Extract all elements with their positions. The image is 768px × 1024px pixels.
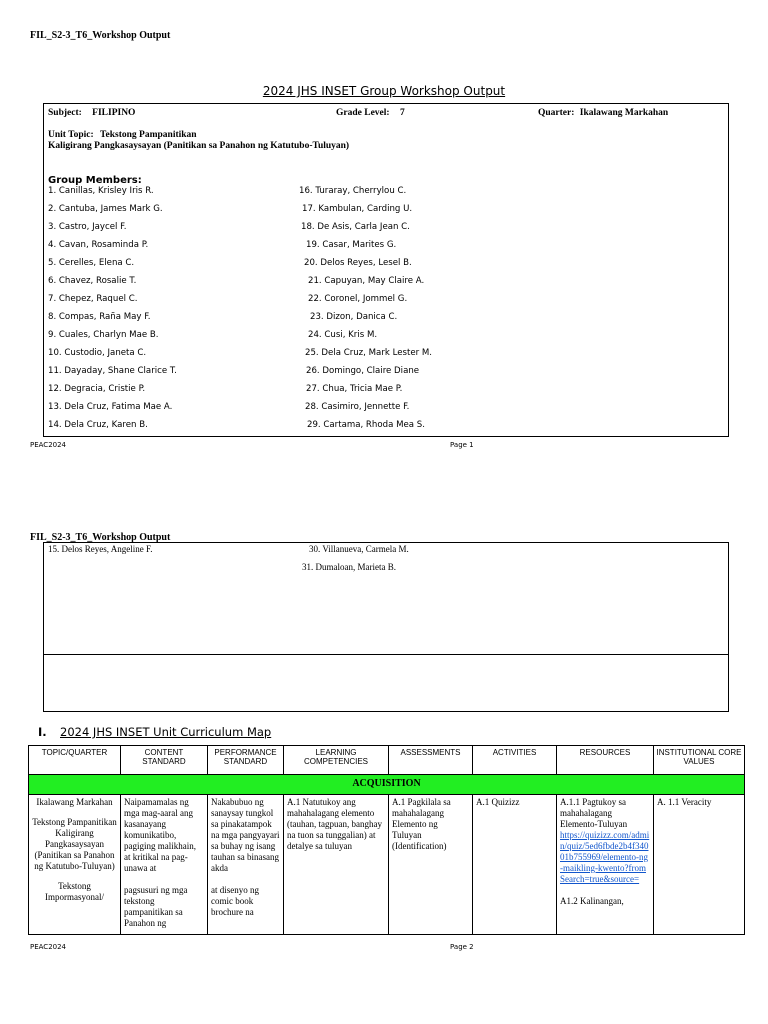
page1-header: FIL_S2-3_T6_Workshop Output (30, 30, 171, 41)
quarter-row (538, 108, 668, 118)
list-item: 21. Capuyan, May Claire A. (308, 276, 425, 286)
cell-core-values (654, 795, 745, 935)
list-item: 20. Delos Reyes, Lesel B. (304, 258, 412, 268)
list-item: 17. Kambulan, Carding U. (302, 204, 413, 214)
quarter-label: Quarter: (538, 108, 575, 118)
list-item: 28. Casimiro, Jennette F. (305, 402, 410, 412)
page1-footer-page: Page 1 (450, 441, 474, 449)
list-item: 18. De Asis, Carla Jean C. (301, 222, 410, 232)
list-item: 22. Coronel, Jommel G. (308, 294, 408, 304)
quarter-value: Ikalawang Markahan (579, 108, 669, 118)
list-item: 29. Cartama, Rhoda Mea S. (307, 420, 425, 430)
members-heading: Group Members: (48, 175, 142, 186)
unit-topic-row (48, 130, 197, 140)
list-item: 14. Dela Cruz, Karen B. (48, 420, 148, 430)
list-item: 13. Dela Cruz, Fatima Mae A. (48, 402, 173, 412)
header-topic-quarter: TOPIC/QUARTER (29, 746, 121, 775)
list-item: 6. Chavez, Rosalie T. (48, 276, 137, 286)
list-item: 24. Cusi, Kris M. (308, 330, 378, 340)
list-item: 5. Cerelles, Elena C. (48, 258, 135, 268)
grade-label: Grade Level: (336, 108, 390, 118)
header-performance-standard: PERFORMANCE STANDARD (208, 746, 284, 775)
cell-learning-competency (284, 795, 389, 935)
resource-2: A1.2 Kalinangan, (560, 895, 624, 906)
header-core-values: INSTITUTIONAL CORE VALUES (654, 746, 745, 775)
page2-footer-left: PEAC2024 (30, 943, 67, 951)
list-item: 9. Cuales, Charlyn Mae B. (48, 330, 159, 340)
grade-row (336, 108, 405, 118)
list-item: 3. Castro, Jaycel F. (48, 222, 127, 232)
learning-competency: A.1 Natutukoy ang mahahalagang elemento (tauhan, tagpuan, banghay na tuon sa tunggalian) at detalye sa tuluyan (287, 797, 382, 851)
list-item: 27. Chua, Tricia Mae P. (306, 384, 403, 394)
list-item: 8. Compas, Raña May F. (48, 312, 151, 322)
content-standard-1: Naipamamalas ng mga mag-aaral ang kasanayang komunikatibo, pagiging malikhain, at kritikal na pag-unawa at (124, 797, 196, 873)
cell-assessment (389, 795, 473, 935)
page1-title: 2024 JHS INSET Group Workshop Output (262, 84, 506, 98)
list-item: 2. Cantuba, James Mark G. (48, 204, 163, 214)
cell-activity (473, 795, 557, 935)
cell-content-standard (121, 795, 208, 935)
resource-link[interactable]: https://quizizz.com/admin/quiz/5ed6fbde2b4f34001b755969/elemento-ng-maikling-kwento?fromSearch=true&source= (560, 829, 650, 884)
header-activities: ACTIVITIES (473, 746, 557, 775)
topic-quarter: Ikalawang Markahan (36, 797, 113, 807)
page1-info-box (43, 103, 729, 437)
activity: A.1 Quizizz (476, 797, 520, 807)
subject-value: FILIPINO (92, 108, 136, 118)
topic-1: Tekstong Pampanitikan Kaligirang Pangkasaysayan (Panitikan sa Panahon ng Katutubo-Tuluyan) (32, 816, 117, 871)
cell-resources (557, 795, 654, 935)
subject-row (48, 108, 135, 118)
member-31: 31. Dumaloan, Marieta B. (302, 562, 396, 572)
page1-footer-left: PEAC2024 (30, 441, 67, 449)
list-item: 23. Dizon, Danica C. (310, 312, 398, 322)
header-content-standard: CONTENT STANDARD (121, 746, 208, 775)
table-row (29, 795, 745, 935)
page2-footer-page: Page 2 (450, 943, 474, 951)
grade-value: 7 (399, 108, 405, 118)
page2-header: FIL_S2-3_T6_Workshop Output (30, 532, 171, 543)
unit-topic-sub: Kaligirang Pangkasaysayan (Panitikan sa Panahon ng Katutubo-Tuluyan) (48, 141, 350, 151)
resource-1: A.1.1 Pagtukoy sa mahahalagang Elemento-Tuluyan (560, 797, 628, 829)
assessment: A.1 Pagkilala sa mahahalagang Elemento ng Tuluyan (Identification) (392, 797, 451, 851)
list-item: 7. Chepez, Raquel C. (48, 294, 138, 304)
content-standard-2: pagsusuri ng mga tekstong pampanitikan sa Panahon ng (124, 884, 188, 928)
list-item: 19. Casar, Marites G. (306, 240, 397, 250)
subject-label: Subject: (48, 108, 82, 118)
section-number: I. (38, 725, 47, 739)
curriculum-map-table (28, 745, 745, 935)
unit-topic-value: Tekstong Pampanitikan (100, 130, 197, 140)
member-30: 30. Villanueva, Carmela M. (309, 544, 409, 554)
acquisition-label: ACQUISITION (29, 775, 745, 795)
unit-topic-label: Unit Topic: (48, 130, 94, 140)
core-value: A. 1.1 Veracity (657, 797, 712, 807)
page2-empty-box (43, 654, 729, 712)
table-header-row (29, 746, 745, 775)
header-resources: RESOURCES (557, 746, 654, 775)
performance-standard-1: Nakabubuo ng sanaysay tungkol sa pinakatampok na mga pangyayari sa buhay ng isang tauhan sa binasang akda (211, 797, 280, 873)
section-title: 2024 JHS INSET Unit Curriculum Map (60, 725, 272, 739)
list-item: 11. Dayaday, Shane Clarice T. (48, 366, 177, 376)
cell-topic (29, 795, 121, 935)
page2-members-box (43, 542, 729, 655)
cell-performance-standard (208, 795, 284, 935)
list-item: 25. Dela Cruz, Mark Lester M. (305, 348, 433, 358)
list-item: 10. Custodio, Janeta C. (48, 348, 147, 358)
header-learning-competencies: LEARNING COMPETENCIES (284, 746, 389, 775)
header-assessments: ASSESSMENTS (389, 746, 473, 775)
list-item: 16. Turaray, Cherrylou C. (299, 186, 407, 196)
list-item: 12. Degracia, Cristie P. (48, 384, 146, 394)
topic-2: Tekstong Impormasyonal/ (45, 880, 104, 902)
list-item: 26. Domingo, Claire Diane (306, 366, 420, 376)
performance-standard-2: at disenyo ng comic book brochure na (211, 884, 259, 917)
member-15: 15. Delos Reyes, Angeline F. (48, 544, 153, 554)
list-item: 1. Canillas, Krisley Iris R. (48, 186, 154, 196)
acquisition-row (29, 775, 745, 795)
list-item: 4. Cavan, Rosaminda P. (48, 240, 149, 250)
